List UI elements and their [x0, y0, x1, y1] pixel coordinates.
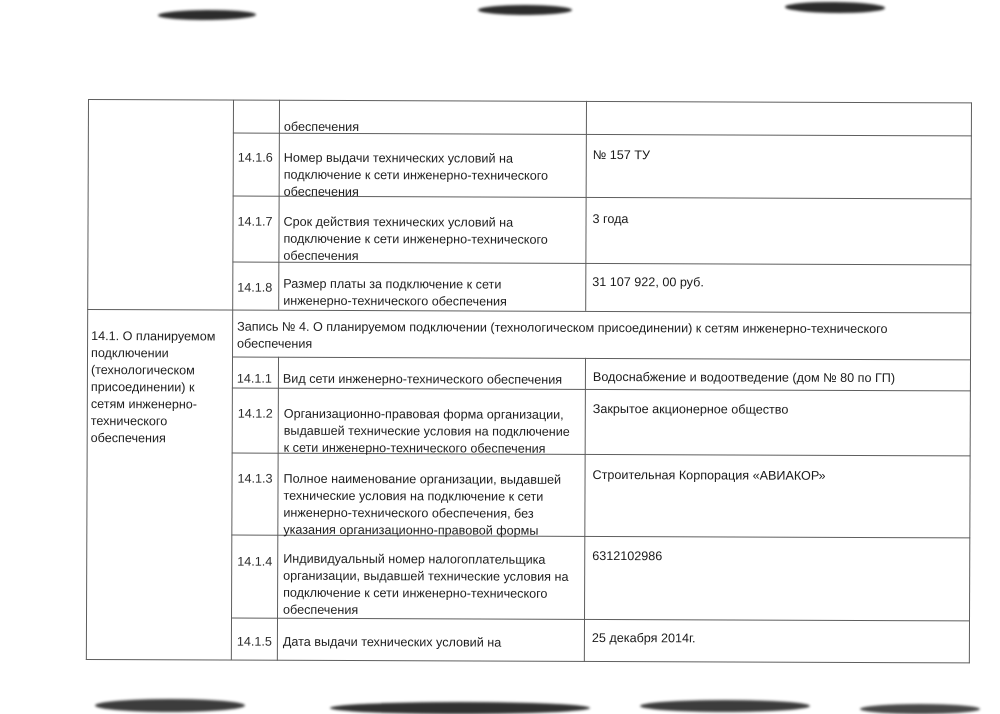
scan-artifact-mark — [158, 10, 256, 21]
table-right-border — [969, 102, 972, 663]
row-label: Срок действия технических условий на подключение к сети инженерно-технического обеспечения — [283, 214, 548, 264]
row-label: Дата выдачи технических условий на — [282, 634, 502, 650]
row-value: 25 декабря 2014г. — [591, 630, 696, 646]
row-number: 14.1.1 — [236, 371, 272, 386]
row-value: № 157 ТУ — [592, 147, 651, 163]
row-value: Закрытое акционерное общество — [592, 401, 789, 417]
column-divider — [277, 357, 279, 661]
column-divider — [231, 100, 234, 661]
row-divider — [232, 388, 971, 392]
row-label: Полное наименование организации, выдавшей технические условия на подключение к сети инженерно-технического обеспечения, без указания организационно-правовой формы — [283, 471, 562, 538]
column-divider — [584, 358, 586, 662]
row-divider — [232, 357, 971, 361]
row-value: 6312102986 — [592, 548, 663, 564]
row-number: 14.1.3 — [237, 471, 273, 486]
column-divider — [278, 100, 280, 310]
table-bottom-border — [86, 659, 970, 663]
row-label-continuation: обеспечения — [283, 119, 360, 135]
row-label: Номер выдачи технических условий на подключение к сети инженерно-технического обеспечения — [283, 150, 549, 200]
scan-artifact-mark — [330, 702, 590, 714]
scan-artifact-mark — [478, 5, 572, 15]
scan-artifact-mark — [860, 704, 980, 714]
row-number: 14.1.5 — [236, 634, 272, 649]
row-value: Водоснабжение и водоотведение (дом № 80 по ГП) — [592, 369, 896, 386]
table-top-border — [88, 99, 972, 103]
scan-artifact-mark — [785, 1, 885, 13]
document-table — [86, 99, 972, 663]
table-left-border — [86, 99, 89, 660]
scan-artifact-mark — [95, 699, 245, 712]
row-number: 14.1.2 — [237, 406, 273, 421]
record-heading: Запись № 4. О планируемом подключении (технологическом присоединении) к сетям инженерно-технического обеспечения — [237, 319, 888, 351]
row-label: Вид сети инженерно-технического обеспечения — [282, 371, 563, 387]
row-value: 3 года — [592, 211, 629, 227]
row-number: 14.1.4 — [237, 554, 273, 569]
row-number: 14.1.7 — [237, 214, 273, 229]
scan-artifact-mark — [640, 700, 810, 712]
row-number: 14.1.6 — [237, 150, 273, 165]
section-title: 14.1. О планируемом подключении (технологическом присоединении) к сетям инженерно- технического обеспечения — [90, 329, 216, 446]
row-label: Размер платы за подключение к сети инженерно-технического обеспечения — [283, 276, 507, 309]
column-divider — [585, 101, 587, 311]
row-number: 14.1.8 — [237, 280, 273, 295]
row-value: 31 107 922, 00 руб. — [592, 274, 704, 290]
row-label: Организационно-правовая форма организации, выдавшей технические условия на подключение к сети инженерно-технического обеспечения — [283, 406, 570, 456]
row-value: Строительная Корпорация «АВИАКОР» — [592, 467, 826, 483]
row-label: Индивидуальный номер налогоплательщика организации, выдавшей технические условия на подключение к сети инженерно-технического обеспечения — [283, 551, 569, 618]
